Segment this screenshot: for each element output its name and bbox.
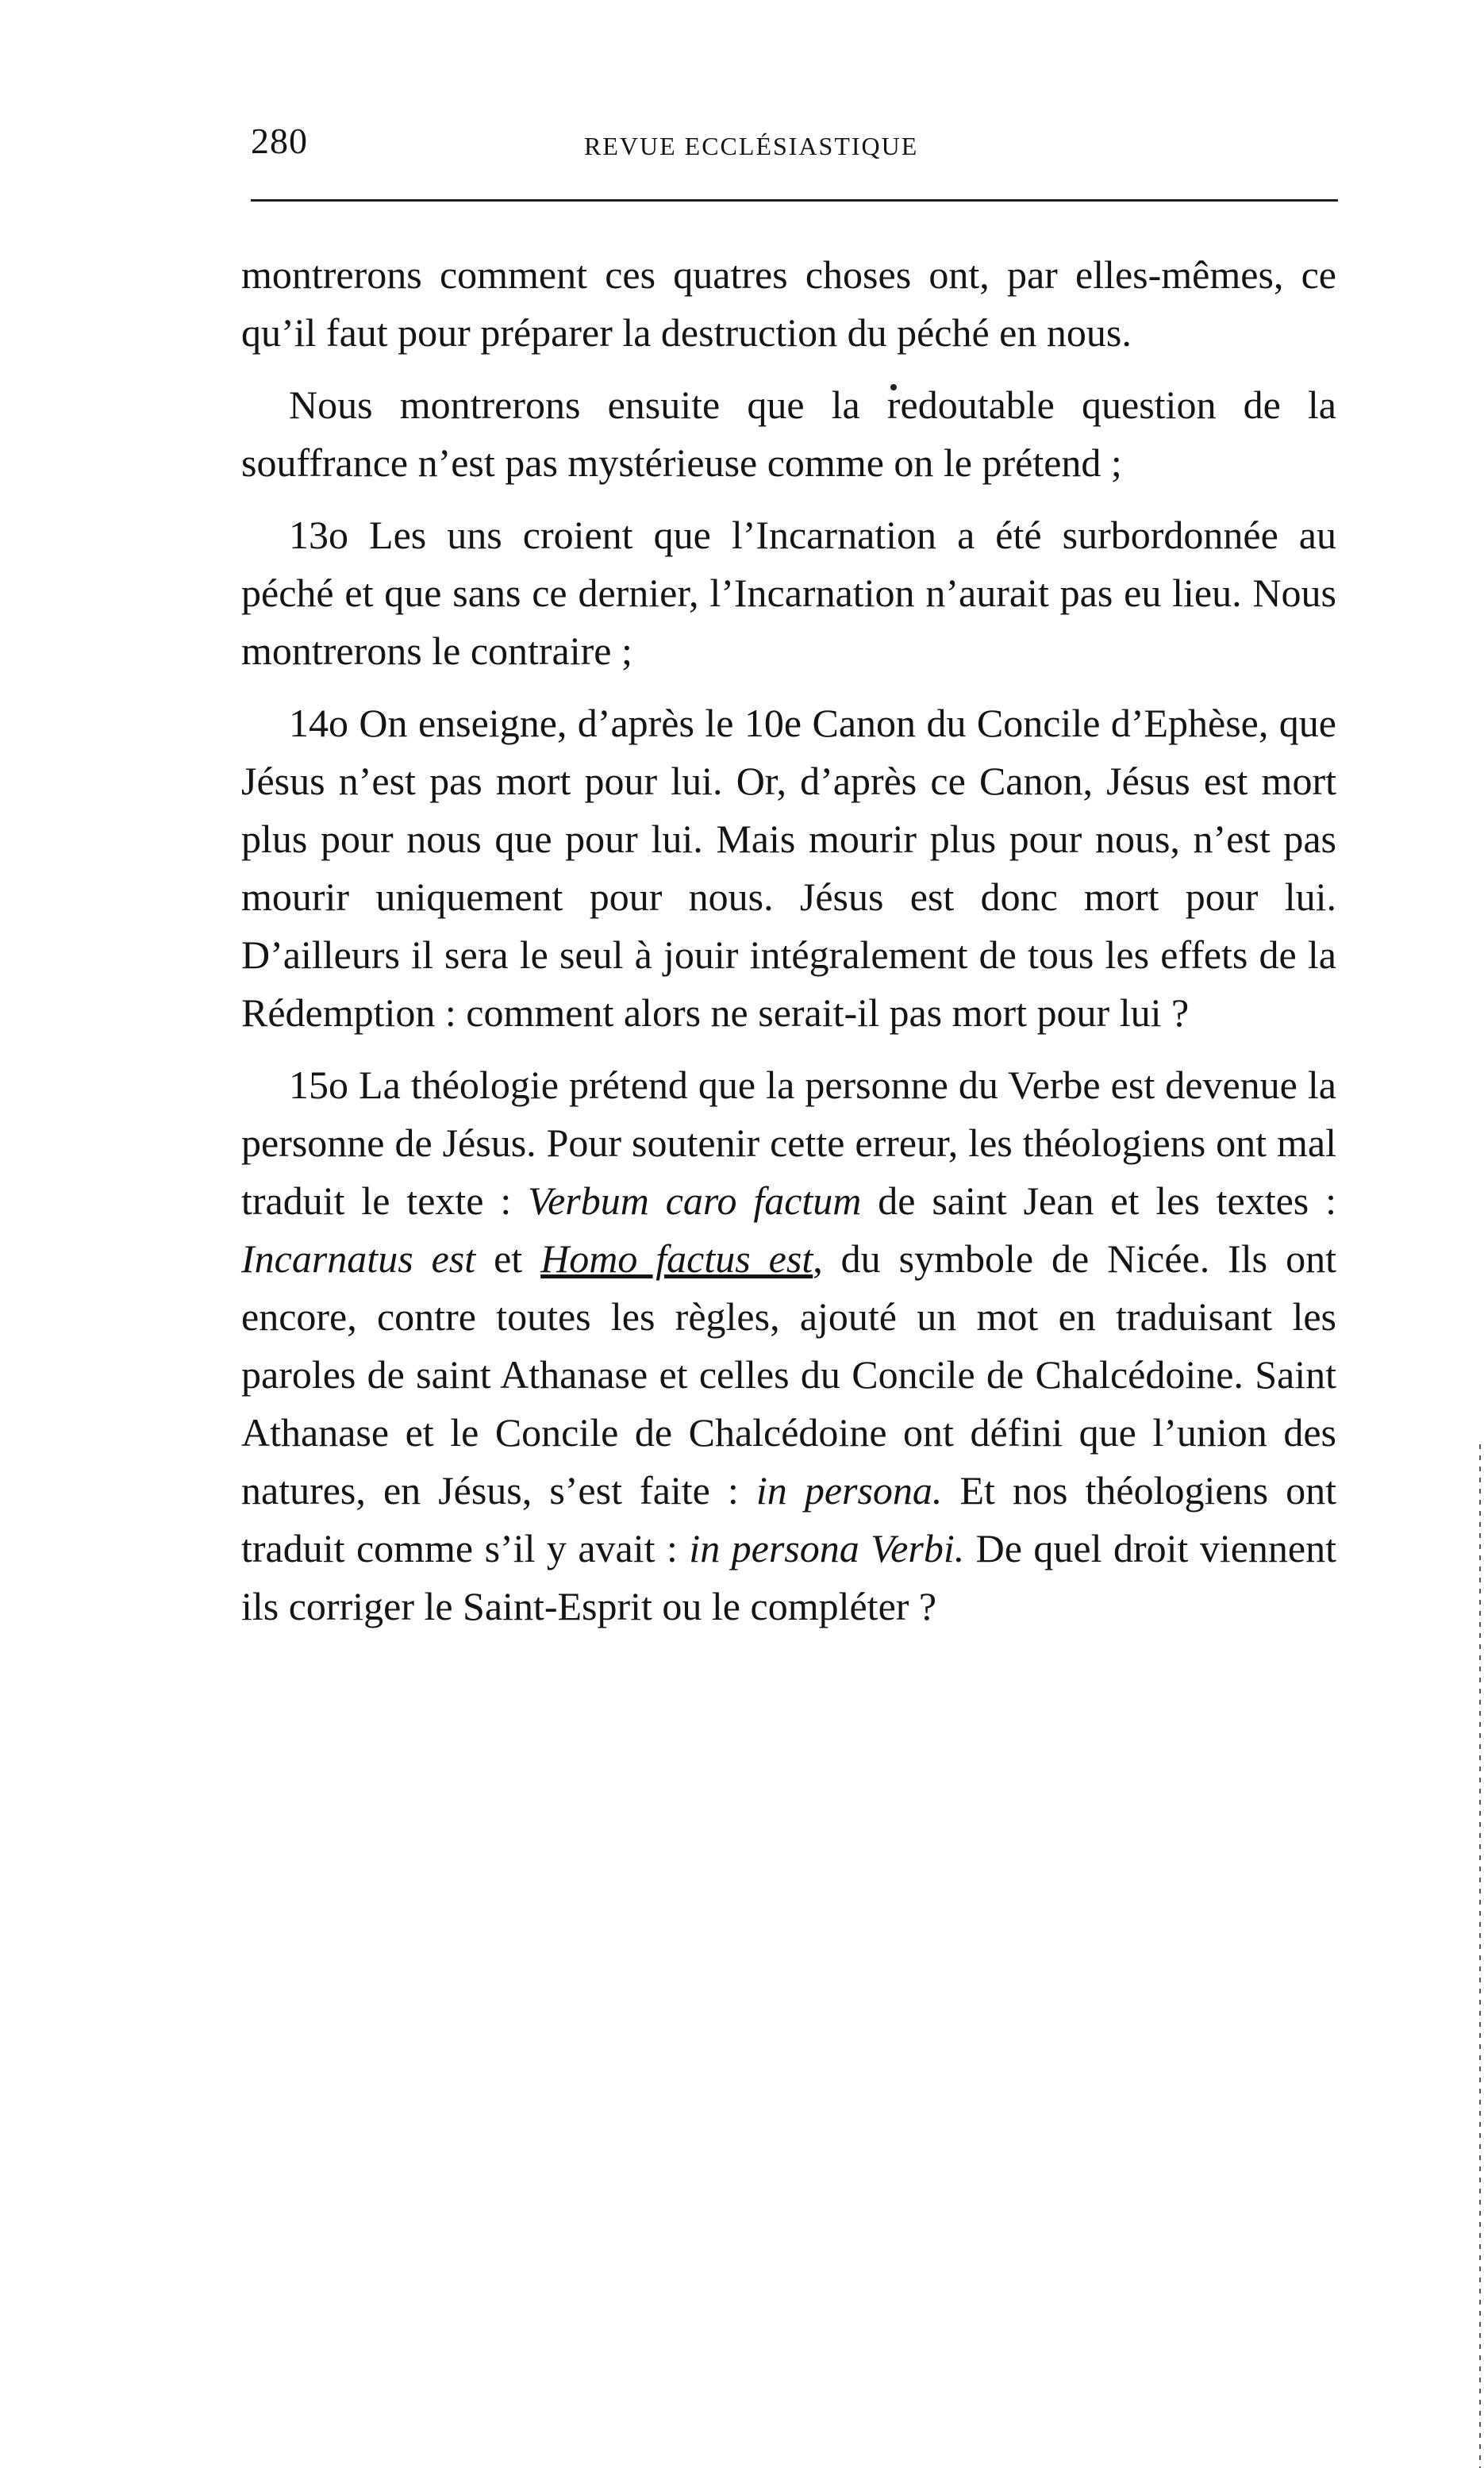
paragraph-continuation: montrerons comment ces quatres choses ont, par elles-mêmes, ce qu’il faut pour préparer la destruction du péché en nous.	[241, 252, 1336, 355]
quote-in-persona: in persona.	[755, 1468, 943, 1513]
quote-homo-factus-est: Homo factus est	[540, 1236, 813, 1281]
paragraph-15-text-3: et	[475, 1236, 541, 1281]
paragraph-15-text-4: , du symbole de Nicée. Ils ont encore, contre toutes les règles, ajouté un mot en traduisant les paroles de saint Athanase et celles du Concile de Chalcédoine. Saint Athanase et le Concile de Chalcédoine ont défini que l’union des natures, en Jésus, s’est faite :	[241, 1236, 1336, 1513]
quote-verbum-caro-factum: Verbum caro factum	[528, 1178, 862, 1223]
page-header	[251, 119, 1338, 167]
quote-incarnatus-est: Incarnatus est	[241, 1236, 476, 1281]
body-text	[241, 246, 1336, 1650]
page-number: 280	[251, 121, 308, 161]
paragraph-14: 14o On enseigne, d’après le 10e Canon du Concile d’Ephèse, que Jésus n’est pas mort pour lui. Or, d’après ce Canon, Jésus est mort plus pour nous que pour lui. Mais mourir plus pour nous, n’est pas mourir uniquement pour nous. Jésus est donc mort pour lui. D’ailleurs il sera le seul à jouir intégralement de tous les effets de la Rédemption : comment alors ne serait-il pas mort pour lui ?	[241, 701, 1336, 1035]
header-rule	[251, 199, 1338, 202]
running-head: REVUE ECCLÉSIASTIQUE	[584, 132, 919, 160]
paragraph-15-text-5: Et nos théologiens ont traduit comme s’il y avait :	[241, 1468, 1336, 1570]
quote-in-persona-verbi: in persona Verbi.	[689, 1526, 965, 1570]
paragraph-13: 13o Les uns croient que l’Incarnation a été surbordonnée au péché et que sans ce dernier, l’Incarnation n’aurait pas eu lieu. Nous montrerons le contraire ;	[241, 513, 1336, 673]
paragraph-15-text-2: de saint Jean et les textes :	[861, 1178, 1336, 1223]
paragraph-souffrance: Nous montrerons ensuite que la redoutable question de la souffrance n’est pas mystérieuse comme on le prétend ;	[241, 383, 1336, 485]
scan-edge-line	[1479, 1444, 1481, 2468]
paragraph-15-text-6: De quel droit viennent ils corriger le Saint-Esprit ou le compléter ?	[241, 1526, 1336, 1628]
paragraph-15	[241, 1056, 1336, 1636]
paragraph-15-text-1: 15o La théologie prétend que la personne du Verbe est devenue la personne de Jésus. Pour soutenir cette erreur, les théologiens ont mal traduit le texte :	[241, 1063, 1336, 1223]
